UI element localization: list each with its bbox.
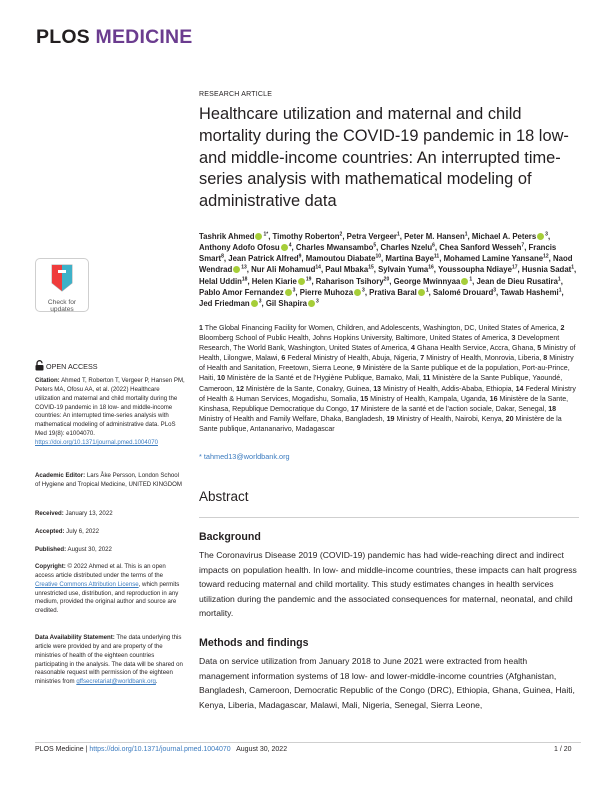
author-name: Tawab Hashemi xyxy=(500,287,559,297)
copyright-label: Copyright: xyxy=(35,563,66,570)
orcid-icon[interactable] xyxy=(418,289,425,296)
author-name: Jean de Dieu Rusatira xyxy=(476,276,558,286)
author-affiliation-number: 15 xyxy=(368,264,374,271)
affiliation-number: 13 xyxy=(373,384,382,393)
cc-license-link[interactable]: Creative Commons Attribution License xyxy=(35,580,139,588)
author-affiliation-number: 19 xyxy=(305,276,312,283)
corresponding-marker: * xyxy=(266,231,269,238)
author-name: Petra Vergeer xyxy=(346,232,397,241)
author-affiliation-number: 20 xyxy=(383,276,390,283)
orcid-icon[interactable] xyxy=(281,244,288,251)
published-date: August 30, 2022 xyxy=(67,546,112,553)
affiliation-number: 11 xyxy=(422,374,431,383)
author-affiliation-number: 3 xyxy=(316,298,319,305)
affiliation-text: Ministère de la Sante, Kinshasa, Republique Democratique du Congo, xyxy=(199,394,569,413)
journal-name-medicine: MEDICINE xyxy=(95,26,193,48)
orcid-icon[interactable] xyxy=(298,278,305,285)
author-affiliation-number: 3 xyxy=(292,287,296,294)
orcid-icon[interactable] xyxy=(285,289,292,296)
author-name: Youssoupha Ndiaye xyxy=(438,265,512,275)
affiliation-text: Ministère de la Sante Publique, Yaoundé, Cameroon, xyxy=(199,374,563,393)
author-name: Mohamed Lamine Yansane xyxy=(443,254,544,264)
crossmark-icon xyxy=(49,263,75,293)
orcid-icon[interactable] xyxy=(461,278,468,285)
affiliation-text: Bloomberg School of Public Health, Johns Hopkins University, Baltimore, United States of America, xyxy=(199,334,510,343)
editor-text: Lars Åke Persson, London School of Hygiene and Tropical Medicine, UNITED KINGDOM xyxy=(35,472,182,488)
affiliation-text: Development Research, The World Bank, Washington, United States of America, xyxy=(199,334,560,353)
author-name: Gil Shapira xyxy=(265,298,307,308)
data-availability-label: Data Availability Statement: xyxy=(35,634,115,641)
author-name: Husnia Sadat xyxy=(521,265,572,275)
accepted-block xyxy=(35,528,185,537)
affiliation-text: The Global Financing Facility for Women, Children, and Adolescents, Washington, DC, United States of America, xyxy=(204,324,559,332)
author-name: Francis Smart xyxy=(199,243,557,264)
article-type: RESEARCH ARTICLE xyxy=(199,91,273,98)
affiliation-number: 8 xyxy=(543,354,548,363)
author-affiliation-number: 18 xyxy=(241,276,248,283)
citation-block xyxy=(35,377,185,448)
editor-label: Academic Editor: xyxy=(35,472,86,479)
affiliation-text: Ministry of Health, Kampala, Uganda, xyxy=(370,394,488,403)
author-affiliation-number: 7 xyxy=(521,242,525,249)
affiliation-number: 7 xyxy=(420,354,425,363)
author-name: Nur Ali Mohamud xyxy=(251,265,316,275)
footer-journal: PLOS Medicine xyxy=(35,746,84,753)
orcid-icon[interactable] xyxy=(251,300,258,307)
affiliation-text: Ministère de la Santé et de l'Hygiène Publique, Bamako, Mali, xyxy=(227,374,421,383)
orcid-icon[interactable] xyxy=(233,266,240,273)
citation-text: Ahmed T, Roberton T, Vergeer P, Hansen PM, Peters MA, Ofosu AA, et al. (2022) Healthcare utilization and maternal and child mortality during the COVID-19 pandemic in 18 low- and middle-income countries: An interrupted time-series analysis with mathematical modeling of administrative data. PLoS Med 19(8): e1004070. xyxy=(35,377,185,438)
author-name: Jed Friedman xyxy=(199,298,250,308)
affiliation-text: Ministry of Health and Sanitation, Freetown, Sierra Leone, xyxy=(199,354,574,373)
orcid-icon[interactable] xyxy=(354,289,361,296)
abstract-heading: Abstract xyxy=(199,489,249,504)
affiliation-text: Ministry of Health, Addis-Ababa, Ethiopia, xyxy=(383,384,514,393)
affiliation-number: 3 xyxy=(511,334,516,343)
data-availability-block xyxy=(35,634,185,687)
affiliation-text: Ministère de la Sante publique et de la population, Port-au-Prince, Haiti, xyxy=(199,364,570,383)
affiliation-number: 4 xyxy=(411,344,415,353)
author-affiliation-number: 3 xyxy=(545,231,548,238)
author-affiliation-number: 9 xyxy=(298,253,302,260)
copyright-text: © 2022 Ahmed et al. This is an open access article distributed under the terms of the xyxy=(35,563,166,579)
affiliation-list xyxy=(199,323,579,434)
crossmark-badge[interactable] xyxy=(35,258,89,312)
affiliation-number: 15 xyxy=(360,394,369,403)
page-number: 1 / 20 xyxy=(554,746,572,753)
author-affiliation-number: 11 xyxy=(433,253,440,260)
author-affiliation-number: 4 xyxy=(288,242,292,249)
affiliation-text: Federal Ministry of Health & Human Services, Mogadishu, Somalia, xyxy=(199,384,576,403)
author-name: Martina Baye xyxy=(385,254,434,264)
author-affiliation-number: 1 xyxy=(464,231,468,238)
author-name: Pablo Amor Fernandez xyxy=(199,287,284,297)
author-affiliation-number: 1 xyxy=(425,287,429,294)
author-affiliation-number: 2 xyxy=(339,231,343,238)
author-affiliation-number: 3 xyxy=(258,298,262,305)
citation-doi-link[interactable]: https://doi.org/10.1371/journal.pmed.1004070 xyxy=(35,438,158,446)
author-list: Tashrik Ahmed $^{1*}$, Timothy Roberton$^2$, Petra Vergeer$^1$, Peter M. Hansen$^1$, Michael A. Peters $^3$, Anthony Adofo Ofosu $^4$, Charles Mwansambo$^5$, Charles Nzelu$^6$, Chea Sanford Wesseh$^7$, Francis Smart$^8$, Jean Patrick Alfred$^9$, Mamoutou Diabate$^{10}$, Martina Baye$^{11}$, Mohamed Lamine Yansane$^{12}$, Naod Wendrad $^{13}$, Nur Ali Mohamud$^{14}$, Paul Mbaka$^{15}$, Sylvain Yuma$^{16}$, Youssoupha Ndiaye$^{17}$, Husnia Sadat$^1$, Helal Uddin$^{18}$, Helen Kiarie $^{19}$, Raharison Tsihory$^{20}$, George Mwinnyaa $^1$, Jean de Dieu Rusatira$^1$, Pablo Amor Fernandez $^3$, Pierre Muhoza $^3$, Prativa Baral $^1$, Salomé Drouard$^3$, Tawab Hashemi$^1$, Jed Friedman $^3$, Gil Shapira $^3$ xyxy=(199,231,577,308)
author-name: Mamoutou Diabate xyxy=(305,254,376,264)
footer-doi-link[interactable]: https://doi.org/10.1371/journal.pmed.1004070 xyxy=(89,746,231,753)
received-date: January 13, 2022 xyxy=(65,510,113,517)
copyright-block xyxy=(35,563,185,616)
author-name: Timothy Roberton xyxy=(272,232,340,241)
orcid-icon[interactable] xyxy=(308,300,315,307)
affiliation-number: 5 xyxy=(537,344,542,353)
author-name: Charles Nzelu xyxy=(380,243,433,253)
affiliation-number: 9 xyxy=(356,364,361,373)
accepted-date: July 6, 2022 xyxy=(66,528,100,535)
affiliation-text: Ghana Health Service, Accra, Ghana, xyxy=(416,344,536,353)
published-label: Published: xyxy=(35,546,67,553)
affiliation-number: 2 xyxy=(560,324,565,332)
article-title: Healthcare utilization and maternal and child mortality during the COVID-19 pandemic in 18 low- and middle-income countries: An interrupted time-series analysis with mathematical modeling of administrative data xyxy=(199,105,569,211)
academic-editor-block xyxy=(35,472,185,490)
journal-name-plos: PLOS xyxy=(36,26,90,48)
author-name: Raharison Tsihory xyxy=(315,276,384,286)
author-name: Michael A. Peters xyxy=(471,232,537,241)
affiliation-number: 16 xyxy=(489,394,498,403)
author-affiliation-number: 5 xyxy=(373,242,377,249)
affiliation-text: Ministère de la Sante publique, Antananarivo, Madagascar xyxy=(199,414,562,433)
received-block xyxy=(35,510,185,519)
corresponding-star: * xyxy=(199,452,202,461)
author-affiliation-number: 16 xyxy=(428,264,434,271)
author-affiliation-number: 8 xyxy=(221,253,224,260)
affiliation-text: Ministère de la Sante, Conakry, Guinea, xyxy=(245,384,372,393)
methods-heading: Methods and findings xyxy=(199,637,309,649)
author-name: Helal Uddin xyxy=(199,276,242,286)
affiliation-text: Federal Ministry of Health, Abuja, Nigeria, xyxy=(287,354,419,363)
author-name: Pierre Muhoza xyxy=(299,287,354,297)
affiliation-number: 18 xyxy=(548,404,557,413)
journal-logo xyxy=(36,26,192,49)
open-access-text: OPEN ACCESS xyxy=(46,362,98,371)
orcid-icon[interactable] xyxy=(537,233,544,240)
published-block xyxy=(35,546,185,555)
methods-text: Data on service utilization from January 2018 to June 2021 were extracted from health management information systems of 18 low- and lower-middle-income countries (Afghanistan, Bangladesh, Cameroon, Democratic Republic of the Congo (DRC), Ethiopia, Ghana, Guinea, Haiti, Kenya, Liberia, Madagascar, Malawi, Mali, Nigeria, Senegal, Sierra Leone, xyxy=(199,656,575,710)
affiliation-number: 10 xyxy=(217,374,226,383)
footer-separator: | xyxy=(85,746,88,753)
page-footer xyxy=(35,746,287,753)
data-availability-text: The data underlying this article were provided by and are property of the ministries of health of the eighteen countries participating in the analysis. The data will be shared on reasonable request with permission of the eighteen ministries from xyxy=(35,634,183,686)
affiliation-number: 19 xyxy=(386,414,395,423)
author-name: Chea Sanford Wesseh xyxy=(439,243,522,253)
affiliation-text: Ministry of Health, Lilongwe, Malawi, xyxy=(199,344,576,363)
author-name: Paul Mbaka xyxy=(325,265,369,275)
affiliation-number: 12 xyxy=(236,384,244,393)
author-affiliation-number: 14 xyxy=(315,264,321,271)
author-affiliation-number: 12 xyxy=(543,253,549,260)
author-name: Sylvain Yuma xyxy=(378,265,429,275)
affiliation-number: 1 xyxy=(199,324,203,332)
data-availability-email-link[interactable]: gffsecretariat@worldbank.org xyxy=(76,678,156,686)
author-name: Naod Wendrad xyxy=(199,254,573,275)
background-text: The Coronavirus Disease 2019 (COVID-19) pandemic has had wide-reaching direct and indirect impacts on population health. In low- and middle-income countries, these impacts can halt progress toward reducing maternal and child mortality. This study estimates changes in health services utilization during the pandemic and the associated consequences for maternal, neonatal, and child mortality. xyxy=(199,550,577,619)
affiliation-text: Ministere de la santé et de l'action sociale, Dakar, Senegal, xyxy=(360,404,547,413)
author-affiliation-number: 1 xyxy=(263,231,267,238)
author-affiliation-number: 6 xyxy=(432,242,435,249)
author-name: Helen Kiarie xyxy=(251,276,297,286)
author-affiliation-number: 10 xyxy=(375,253,382,260)
affiliation-number: 14 xyxy=(515,384,524,393)
author-name: Anthony Adofo Ofosu xyxy=(199,243,280,253)
abstract-divider xyxy=(199,517,579,518)
orcid-icon[interactable] xyxy=(255,233,262,240)
citation-label: Citation: xyxy=(35,377,60,384)
author-affiliation-number: 1 xyxy=(558,287,562,294)
author-name: Jean Patrick Alfred xyxy=(228,254,299,264)
author-name: Tashrik Ahmed xyxy=(199,232,255,241)
author-affiliation-number: 17 xyxy=(511,264,518,271)
crossmark-line2: updates xyxy=(50,306,74,313)
author-affiliation-number: 3 xyxy=(362,287,365,294)
author-affiliation-number: 1 xyxy=(396,231,400,238)
correspondence xyxy=(199,452,290,461)
author-affiliation-number: 13 xyxy=(241,264,247,271)
affiliation-number: 20 xyxy=(505,414,514,423)
corresponding-email-link[interactable]: tahmed13@worldbank.org xyxy=(203,452,290,461)
author-affiliation-number: 3 xyxy=(493,287,496,294)
author-name: Salomé Drouard xyxy=(432,287,494,297)
accepted-label: Accepted: xyxy=(35,528,65,535)
author-affiliation-number: 1 xyxy=(571,264,575,271)
author-name: George Mwinnyaa xyxy=(393,276,461,286)
crossmark-line1: Check for xyxy=(47,299,77,306)
footer-divider xyxy=(35,742,581,743)
author-affiliation-number: 1 xyxy=(469,276,473,283)
open-lock-icon xyxy=(35,360,44,371)
footer-date: August 30, 2022 xyxy=(236,746,288,753)
affiliation-text: Ministry of Health, Nairobi, Kenya, xyxy=(396,414,504,423)
author-name: Peter M. Hansen xyxy=(404,232,465,241)
copyright-text-end: , which permits unrestricted use, distribution, and reproduction in any medium, provided the original author and source are credited. xyxy=(35,580,180,615)
background-heading: Background xyxy=(199,531,261,543)
received-label: Received: xyxy=(35,510,64,517)
affiliation-text: Ministry of Health and Family Welfare, Dhaka, Bangladesh, xyxy=(199,414,385,423)
data-availability-end: . xyxy=(155,678,158,686)
author-name: Prativa Baral xyxy=(369,287,417,297)
affiliation-number: 6 xyxy=(281,354,286,363)
author-name: Charles Mwansambo xyxy=(295,243,374,253)
affiliation-text: Ministry of Health, Monrovia, Liberia, xyxy=(426,354,542,363)
open-access-label xyxy=(35,360,98,371)
affiliation-number: 17 xyxy=(350,404,359,413)
author-affiliation-number: 1 xyxy=(557,276,561,283)
